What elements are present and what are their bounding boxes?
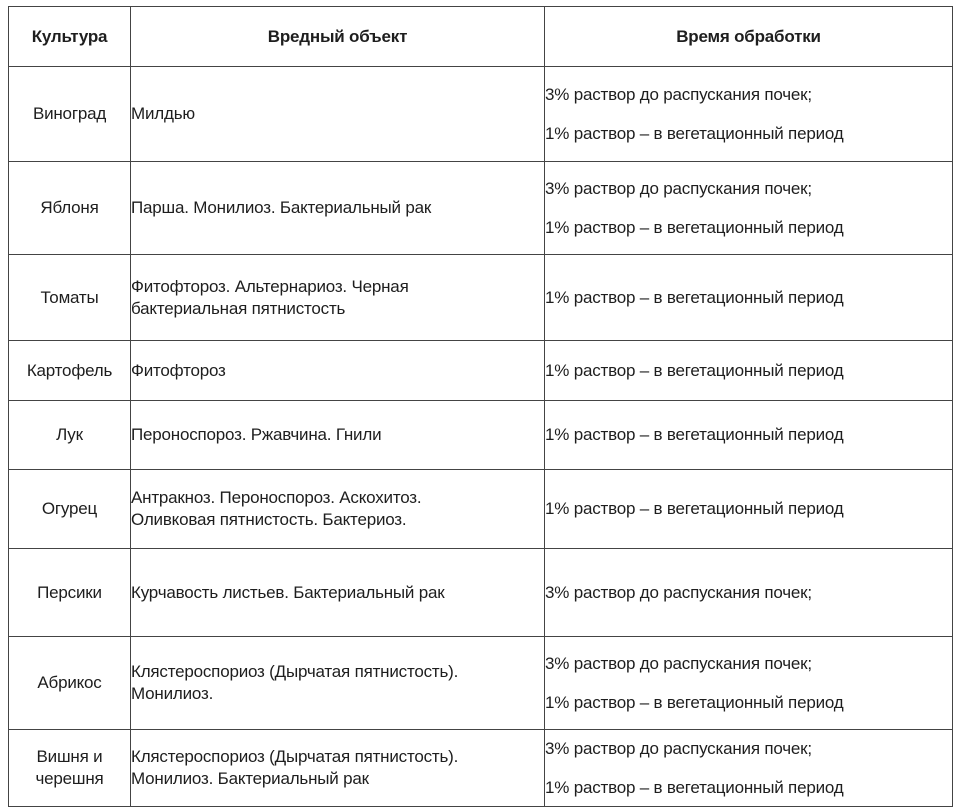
pest-cell: [131, 401, 545, 470]
pest-text: Милдью: [131, 104, 195, 123]
pest-cell: [131, 730, 545, 807]
time-text: 1% раствор – в вегетационный период: [545, 360, 844, 380]
crop-name: черешня: [35, 769, 104, 788]
time-cell: [545, 549, 953, 637]
time-text: 3% раствор до распускания почек;: [545, 738, 812, 758]
pest-cell: [131, 67, 545, 162]
table-row: [9, 67, 953, 162]
pest-text: Фитофтороз. Альтернариоз. Черная: [131, 276, 409, 296]
table-row: [9, 637, 953, 730]
crop-name: Виноград: [32, 104, 107, 123]
pest-cell: [131, 162, 545, 255]
pest-text: Пероноспороз. Ржавчина. Гнили: [131, 425, 382, 444]
crop-cell: [9, 401, 131, 470]
crop-name: Огурец: [41, 499, 98, 518]
treatment-table-sheet: [8, 6, 952, 806]
table-row: [9, 341, 953, 401]
pest-text: Парша. Монилиоз. Бактериальный рак: [131, 198, 432, 217]
time-cell: [545, 67, 953, 162]
time-text: 1% раствор – в вегетационный период: [545, 499, 844, 518]
time-cell: [545, 162, 953, 255]
crop-cell: [9, 67, 131, 162]
time-text: 1% раствор – в вегетационный период: [545, 777, 844, 797]
time-text: 3% раствор до распускания почек;: [545, 653, 812, 673]
time-cell: [545, 637, 953, 730]
pest-cell: [131, 255, 545, 341]
time-text: 1% раствор – в вегетационный период: [545, 287, 844, 307]
table-row: [9, 730, 953, 807]
header-pest: Вредный объект: [131, 7, 545, 67]
pest-text: Монилиоз.: [131, 684, 214, 703]
time-text: 1% раствор – в вегетационный период: [545, 123, 844, 143]
crop-cell: [9, 255, 131, 341]
time-cell: [545, 730, 953, 807]
crop-cell: [9, 470, 131, 549]
crop-cell: [9, 162, 131, 255]
header-time: Время обработки: [545, 7, 953, 67]
crop-cell: [9, 341, 131, 401]
pest-text: Оливковая пятнистость. Бактериоз.: [131, 510, 407, 529]
time-cell: [545, 255, 953, 341]
table-row: [9, 470, 953, 549]
crop-name: Персики: [37, 582, 102, 602]
table-row: [9, 401, 953, 470]
crop-name: Вишня и: [36, 747, 103, 766]
pest-cell: [131, 470, 545, 549]
crop-name: Лук: [56, 425, 83, 444]
pest-text: Монилиоз. Бактериальный рак: [131, 769, 369, 788]
header-row: [9, 7, 953, 67]
table-row: [9, 162, 953, 255]
crop-name: Томаты: [40, 287, 99, 307]
pest-text: бактериальная пятнистость: [131, 298, 346, 318]
crop-cell: [9, 730, 131, 807]
pest-text: Клястероспориоз (Дырчатая пятнистость).: [131, 662, 459, 681]
table-row: [9, 255, 953, 341]
time-cell: [545, 401, 953, 470]
treatment-table: [8, 6, 953, 807]
time-text: 1% раствор – в вегетационный период: [545, 217, 844, 237]
crop-name: Яблоня: [40, 198, 99, 217]
time-text: 3% раствор до распускания почек;: [545, 178, 812, 198]
pest-text: Фитофтороз: [131, 360, 226, 380]
pest-text: Клястероспориоз (Дырчатая пятнистость).: [131, 747, 459, 766]
header-crop: Культура: [9, 7, 131, 67]
time-cell: [545, 341, 953, 401]
time-text: 1% раствор – в вегетационный период: [545, 692, 844, 712]
pest-text: Антракноз. Пероноспороз. Аскохитоз.: [131, 488, 422, 507]
crop-name: Картофель: [26, 360, 113, 380]
pest-cell: [131, 341, 545, 401]
pest-cell: [131, 549, 545, 637]
time-text: 1% раствор – в вегетационный период: [545, 425, 844, 444]
crop-cell: [9, 549, 131, 637]
pest-text: Курчавость листьев. Бактериальный рак: [131, 582, 445, 602]
time-text: 3% раствор до распускания почек;: [545, 84, 812, 104]
pest-cell: [131, 637, 545, 730]
table-row: [9, 549, 953, 637]
crop-cell: [9, 637, 131, 730]
time-cell: [545, 470, 953, 549]
crop-name: Абрикос: [37, 673, 102, 692]
time-text: 3% раствор до распускания почек;: [545, 582, 812, 602]
